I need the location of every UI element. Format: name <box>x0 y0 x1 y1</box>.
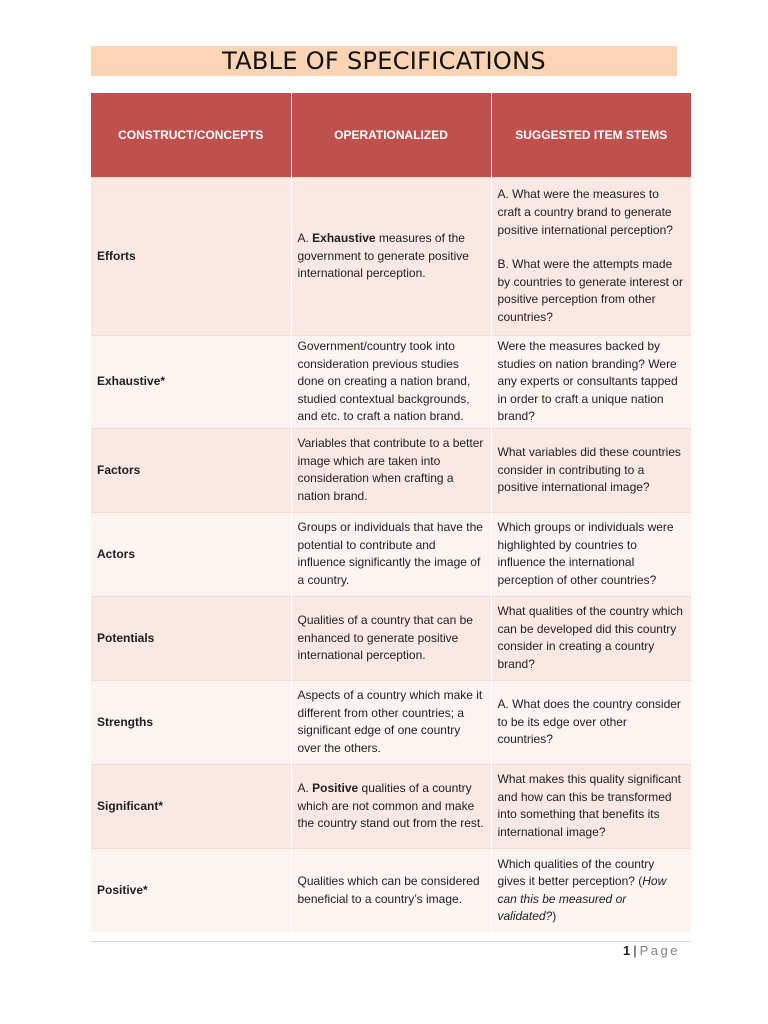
operationalized-cell: Qualities which can be considered beneficial to a country’s image. <box>291 848 491 932</box>
table-row <box>91 680 691 764</box>
construct-cell: Efforts <box>91 178 291 336</box>
item-stem-cell: Were the measures backed by studies on nation branding? Were any experts or consultants tapped in order to craft a unique nation brand? <box>491 336 691 429</box>
construct-cell: Strengths <box>91 680 291 764</box>
construct-cell: Positive* <box>91 848 291 932</box>
table-row <box>91 178 691 336</box>
page-separator: | <box>633 943 637 958</box>
header-operationalized: OPERATIONALIZED <box>291 93 491 178</box>
item-stem-cell: Which groups or individuals were highlighted by countries to influence the international perception of other countries? <box>491 512 691 596</box>
construct-cell: Significant* <box>91 764 291 848</box>
operationalized-cell: Government/country took into consideration previous studies done on creating a nation brand, studied contextual backgrounds, and etc. to craft a nation brand. <box>291 336 491 429</box>
item-stem-cell <box>491 178 691 336</box>
table-row <box>91 428 691 512</box>
header-suggested-item-stems: SUGGESTED ITEM STEMS <box>491 93 691 178</box>
operationalized-cell: A. Positive qualities of a country which are not common and make the country stand out from the rest. <box>291 764 491 848</box>
document-title: TABLE OF SPECIFICATIONS <box>91 46 677 76</box>
page-number-value: 1 <box>623 943 631 958</box>
construct-cell: Exhaustive* <box>91 336 291 429</box>
table-row <box>91 764 691 848</box>
item-stem-a: A. What were the measures to craft a country brand to generate positive international perception? <box>497 187 673 237</box>
table-row <box>91 512 691 596</box>
construct-cell: Factors <box>91 428 291 512</box>
specifications-table <box>91 93 691 932</box>
item-stem-cell: Which qualities of the country gives it better perception? (How can this be measured or validated?) <box>491 848 691 932</box>
construct-cell: Actors <box>91 512 291 596</box>
footer-divider <box>91 941 691 942</box>
header-construct: CONSTRUCT/CONCEPTS <box>91 93 291 178</box>
table-header-row <box>91 93 691 178</box>
item-stem-cell: What makes this quality significant and how can this be transformed into something that benefits its international image? <box>491 764 691 848</box>
construct-cell: Potentials <box>91 596 291 680</box>
operationalized-cell: Aspects of a country which make it different from other countries; a significant edge of one country over the others. <box>291 680 491 764</box>
operationalized-cell: Groups or individuals that have the potential to contribute and influence significantly the image of a country. <box>291 512 491 596</box>
operationalized-cell: Qualities of a country that can be enhanced to generate positive international perception. <box>291 596 491 680</box>
page-number <box>623 943 680 958</box>
item-stem-cell: What qualities of the country which can be developed did this country consider in creating a country brand? <box>491 596 691 680</box>
operationalized-cell: Variables that contribute to a better image which are taken into consideration when crafting a nation brand. <box>291 428 491 512</box>
item-stem-b: B. What were the attempts made by countries to generate interest or positive perception from other countries? <box>497 257 683 324</box>
table-row <box>91 596 691 680</box>
item-stem-cell: A. What does the country consider to be its edge over other countries? <box>491 680 691 764</box>
table-row <box>91 336 691 429</box>
table-row <box>91 848 691 932</box>
operationalized-cell: A. Exhaustive measures of the government to generate positive international perception. <box>291 178 491 336</box>
page-label: Page <box>639 943 680 958</box>
item-stem-cell: What variables did these countries consider in contributing to a positive international image? <box>491 428 691 512</box>
